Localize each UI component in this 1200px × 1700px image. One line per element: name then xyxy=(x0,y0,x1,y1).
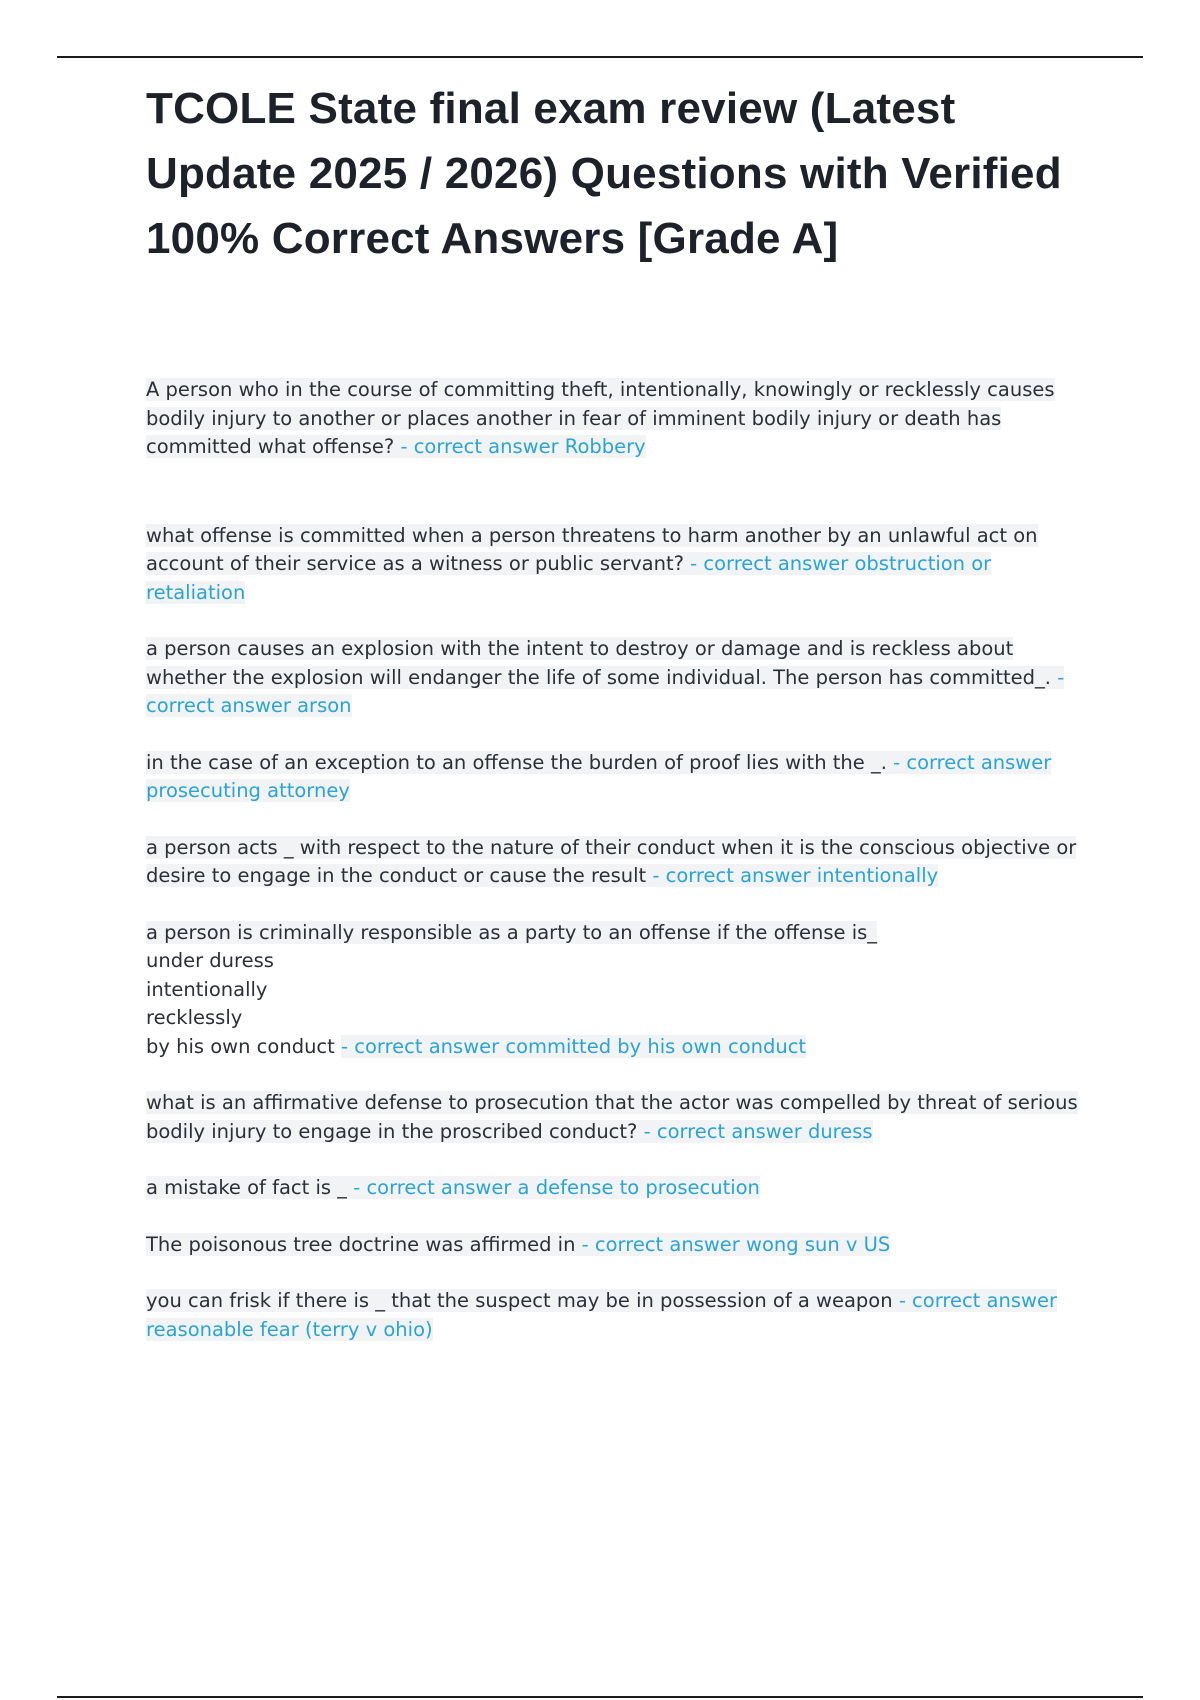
qa-item xyxy=(146,749,1096,806)
bottom-rule xyxy=(57,1696,1143,1698)
document-title: TCOLE State final exam review (Latest Update 2025 / 2026) Questions with Verified 100% Correct Answers [Grade A] xyxy=(146,84,1062,263)
question-text: a person causes an explosion with the intent to destroy or damage and is reckless about whether the explosion will endanger the life of some individual. The person has committed_. xyxy=(146,637,1051,689)
question-text: a person is criminally responsible as a party to an offense if the offense is_ xyxy=(146,920,878,944)
question-text: in the case of an exception to an offense the burden of proof lies with the _. xyxy=(146,750,887,774)
option-text: under duress xyxy=(146,949,274,972)
answer-text: - correct answer a defense to prosecution xyxy=(353,1176,760,1199)
qa-item xyxy=(146,1174,1096,1203)
answer-text: - correct answer arson xyxy=(146,665,1065,717)
question-text: what is an affirmative defense to prosecution that the actor was compelled by threat of serious bodily injury to engage in the proscribed conduct? xyxy=(146,1091,1078,1143)
qa-item xyxy=(146,635,1096,721)
answer-text: - correct answer wong sun v US xyxy=(581,1232,891,1256)
qa-item xyxy=(146,376,1096,462)
answer-text: - correct answer committed by his own conduct xyxy=(341,1034,807,1058)
qa-item xyxy=(146,1231,1096,1260)
option-text: intentionally xyxy=(146,977,268,1001)
question-text: The poisonous tree doctrine was affirmed in xyxy=(146,1232,576,1256)
question-text: a mistake of fact is _ xyxy=(146,1176,348,1199)
question-text: what offense is committed when a person threatens to harm another by an unlawful act on account of their service as a witness or public servant? xyxy=(146,523,1038,575)
answer-text: - correct answer reasonable fear (terry v ohio) xyxy=(146,1289,1057,1341)
qa-item xyxy=(146,1089,1096,1146)
qa-list xyxy=(146,376,1096,1344)
option-text: recklessly xyxy=(146,1006,243,1029)
answer-text: - correct answer intentionally xyxy=(652,864,939,887)
answer-text: - correct answer obstruction or retaliation xyxy=(146,552,992,604)
top-rule xyxy=(57,56,1143,58)
question-text: a person acts _ with respect to the nature of their conduct when it is the conscious objective or desire to engage in the conduct or cause the result xyxy=(146,835,1077,887)
answer-text: - correct answer prosecuting attorney xyxy=(146,750,1052,802)
option-text: by his own conduct xyxy=(146,1034,335,1058)
answer-text: - correct answer duress xyxy=(643,1119,873,1143)
question-text: A person who in the course of committing theft, intentionally, knowingly or recklessly causes bodily injury to another or places another in fear of imminent bodily injury or death has committed what offense? xyxy=(146,378,1055,458)
qa-item xyxy=(146,522,1096,608)
answer-text: - correct answer Robbery xyxy=(400,435,646,458)
qa-item xyxy=(146,1287,1096,1344)
question-text: you can frisk if there is _ that the suspect may be in possession of a weapon xyxy=(146,1289,893,1312)
qa-item xyxy=(146,919,1096,1062)
qa-item xyxy=(146,834,1096,891)
